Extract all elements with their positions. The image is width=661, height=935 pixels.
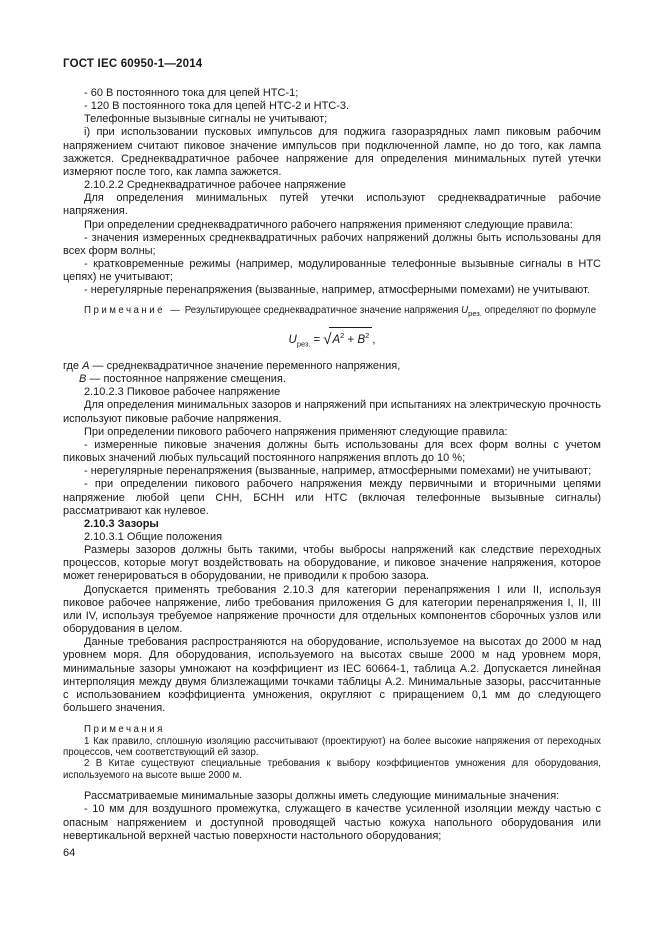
note-item: 2 В Китае существуют специальные требования к выбору коэффициентов умножения для оборудования, используемого на высоте выше 2000 м.	[63, 758, 601, 781]
where-prefix: где	[63, 359, 80, 372]
plus-sign: +	[347, 333, 355, 346]
paragraph: Данные требования распространяются на оборудование, используемое на высотах до 2000 м над уровнем моря. Для оборудования, используемого на высотах свыше 2000 м над уровнем моря, минимальные зазоры умножают на коэффициент из IEC 60664-1, таблица А.2. Допускается линейная интерполяция между двумя близлежащими точками таблицы А.2. Минимальные зазоры, рассчитанные с использованием коэффициента умножения, округляют с приращением 0,1 мм до следующего большего значения.	[63, 636, 601, 715]
radicand	[329, 327, 372, 347]
paragraph: Телефонные вызывные сигналы не учитывают;	[84, 113, 328, 126]
list-item: - нерегулярные перенапряжения (вызванные, например, атмосферными помехами) не учитывают;	[84, 465, 592, 478]
paragraph: Рассматриваемые минимальные зазоры должны иметь следующие минимальные значения:	[84, 790, 560, 803]
var-u-subscript: рез.	[296, 338, 311, 348]
var-u: U	[288, 333, 297, 346]
list-item: - 10 мм для воздушного промежутка, служащего в качестве усиленной изоляции между частью с опасным напряжением и доступной проводящей частью кожуха напольного оборудования или невертикальной верхней частью поверхности настольного оборудования;	[63, 803, 601, 842]
note-text: определяют по формуле	[484, 304, 597, 316]
note-item: 1 Как правило, сплошную изоляцию рассчитывают (проектируют) на более высокие напряжения от переходных процессов, чем соответствующий ей зазор.	[63, 735, 601, 758]
var-b: B	[357, 333, 366, 346]
section-heading: 2.10.3.1 Общие положения	[84, 531, 223, 543]
paragraph: Для определения минимальных путей утечки используют среднеквадратичные рабочие напряжения.	[63, 192, 601, 218]
doc-header: ГОСТ IEC 60950-1—2014	[63, 58, 203, 70]
where-clause-b	[79, 373, 601, 386]
radical-sign: √	[323, 330, 332, 348]
notes-heading	[63, 724, 601, 735]
paragraph: При определении среднеквадратичного рабочего напряжения применяют следующие правила:	[84, 218, 573, 231]
paragraph: i) при использовании пусковых импульсов для поджига газоразрядных ламп пиковым рабочим напряжением считают пиковое значение импульсов при подключенной лампе, но до того, как лампа зажжется. Среднеквадратичное рабочее напряжение для определения минимальных путей утечки измеряют после того, как лампа зажжется.	[63, 126, 601, 178]
list-item: - 60 В постоянного тока для цепей НТС-1;	[84, 87, 299, 99]
note-label: Примечание	[84, 304, 166, 316]
exponent: 2	[340, 330, 345, 340]
formula	[63, 327, 601, 353]
paragraph: Допускается применять требования 2.10.3 для категории перенапряжения I или II, используя пиковое рабочее напряжение, либо требования приложения G для категории перенапряжения I, II, III или IV, используя требуемое напряжение прочности для отдельных компонентов сборочных узлов или оборудования в целом.	[63, 583, 601, 636]
list-item: - нерегулярные перенапряжения (вызванные, например, атмосферными помехами) не учитывают.	[84, 284, 590, 297]
var-u: U	[461, 304, 469, 316]
list-item: - измеренные пиковые значения должны быть использованы для всех форм волны с учетом пиковых значений любых пульсаций постоянного напряжения вплоть до 10 %;	[63, 438, 601, 465]
where-clause-a	[63, 360, 601, 373]
list-item: - значения измеренных среднеквадратичных рабочих напряжений должны быть использованы для всех форм волны;	[63, 231, 601, 257]
where-text: постоянное напряжение смещения.	[103, 373, 286, 386]
formula-variable	[461, 305, 482, 316]
list-item: - кратковременные режимы (например, модулированные телефонные вызывные сигналы в НТС цепях) не учитывают;	[63, 258, 601, 284]
note	[63, 305, 601, 319]
formula-lhs	[289, 334, 311, 346]
section-heading: 2.10.3 Зазоры	[84, 517, 159, 530]
note-dash: —	[170, 304, 180, 316]
where-text: среднеквадратичное значение переменного напряжения,	[106, 359, 401, 372]
var-a: A	[332, 333, 341, 346]
paragraph: Размеры зазоров должны быть такими, чтобы выбросы напряжений как следствие переходных процессов, которые могут воздействовать на оборудование, и пиковое значение напряжения, которое может генерироваться в оборудовании, не приводили к пробою зазора.	[63, 544, 601, 583]
var-u-subscript: рез.	[468, 308, 482, 318]
equals-sign: =	[313, 333, 321, 346]
paragraph: При определении пикового рабочего напряжения применяют следующие правила:	[84, 425, 508, 438]
dash: —	[92, 359, 104, 372]
note-text: Результирующее среднеквадратичное значение напряжения	[184, 304, 459, 316]
notes-heading-label: Примечания	[84, 724, 165, 736]
page-number: 64	[63, 846, 76, 859]
var-a: A	[82, 359, 90, 372]
list-item: - при определении пикового рабочего напряжения между первичными и вторичными цепями напряжение любой цепи СНН, БСНН или НТС (включая телефонные вызывные сигналы) рассматривают как нулевое.	[63, 478, 601, 517]
paragraph: Для определения минимальных зазоров и напряжений при испытаниях на электрическую прочность используют пиковые рабочие напряжения.	[63, 399, 601, 425]
section-heading: 2.10.2.2 Среднеквадратичное рабочее напряжение	[84, 179, 347, 192]
dash: —	[89, 373, 101, 386]
exponent: 2	[365, 330, 370, 340]
section-heading: 2.10.2.3 Пиковое рабочее напряжение	[84, 386, 281, 399]
var-b: B	[79, 373, 87, 386]
list-item: - 120 В постоянного тока для цепей НТС-2 и НТС-3.	[84, 100, 350, 113]
comma: ,	[372, 333, 376, 346]
